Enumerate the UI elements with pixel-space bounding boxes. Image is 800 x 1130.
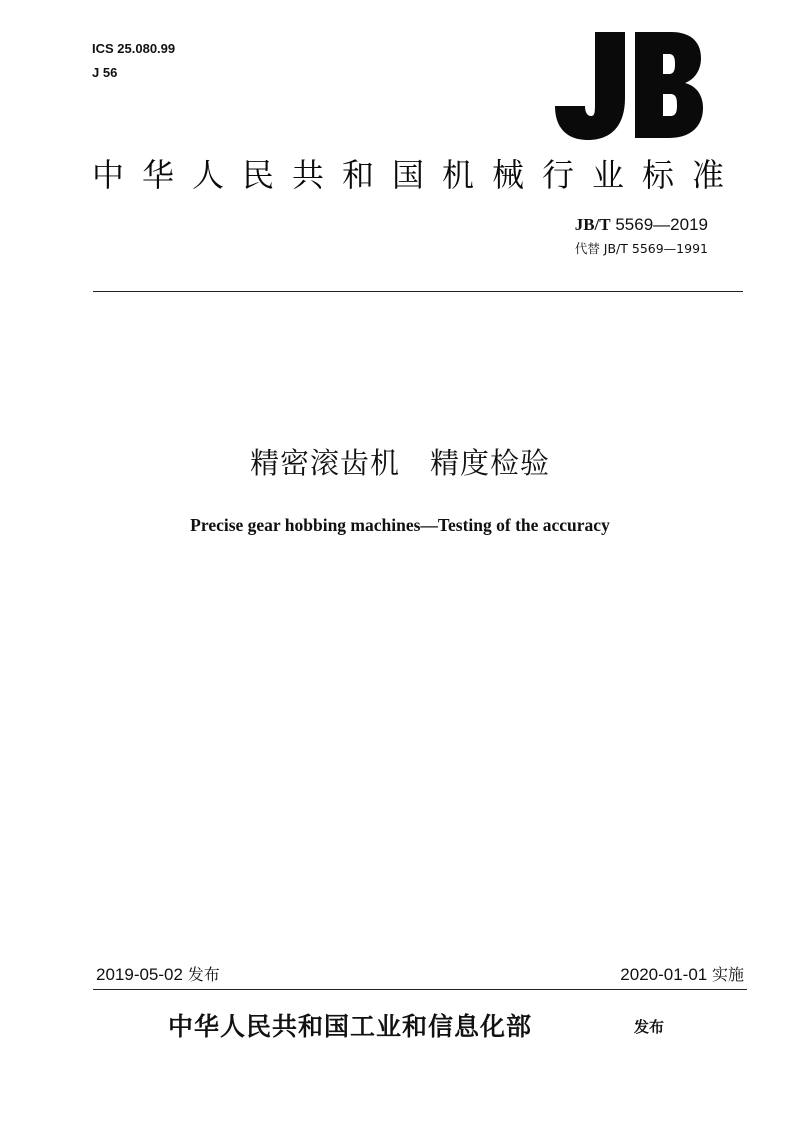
ccs-code: J 56 (92, 65, 118, 80)
issuing-authority: 中华人民共和国工业和信息化部 (168, 1012, 533, 1041)
issue-date-value: 2019-05-02 (96, 965, 183, 984)
standard-number (575, 214, 708, 236)
bottom-divider (93, 989, 747, 990)
title-english: Precise gear hobbing machines—Testing of the accuracy (190, 515, 610, 535)
standard-number-rest: 5569—2019 (610, 215, 708, 234)
top-divider (93, 291, 743, 292)
implementation-date (620, 962, 744, 988)
replaces-standard: 代替 JB/T 5569—1991 (574, 241, 708, 256)
implementation-date-value: 2020-01-01 (620, 965, 708, 984)
standard-number-prefix: JB/T (574, 215, 611, 234)
issuing-authority-action: 发布 (634, 1018, 665, 1036)
jb-logo-letter-b (635, 32, 703, 138)
ics-code: ICS 25.080.99 (92, 41, 176, 56)
title-chinese: 精密滚齿机 精度检验 (249, 446, 550, 480)
industry-standard-title: 中华人民共和国机械行业标准 (92, 156, 743, 194)
implementation-date-label: 实施 (711, 965, 744, 984)
issue-date (96, 962, 220, 988)
issue-date-label: 发布 (187, 965, 220, 984)
jb-logo (553, 28, 705, 146)
jb-logo-letter-j (555, 32, 625, 140)
